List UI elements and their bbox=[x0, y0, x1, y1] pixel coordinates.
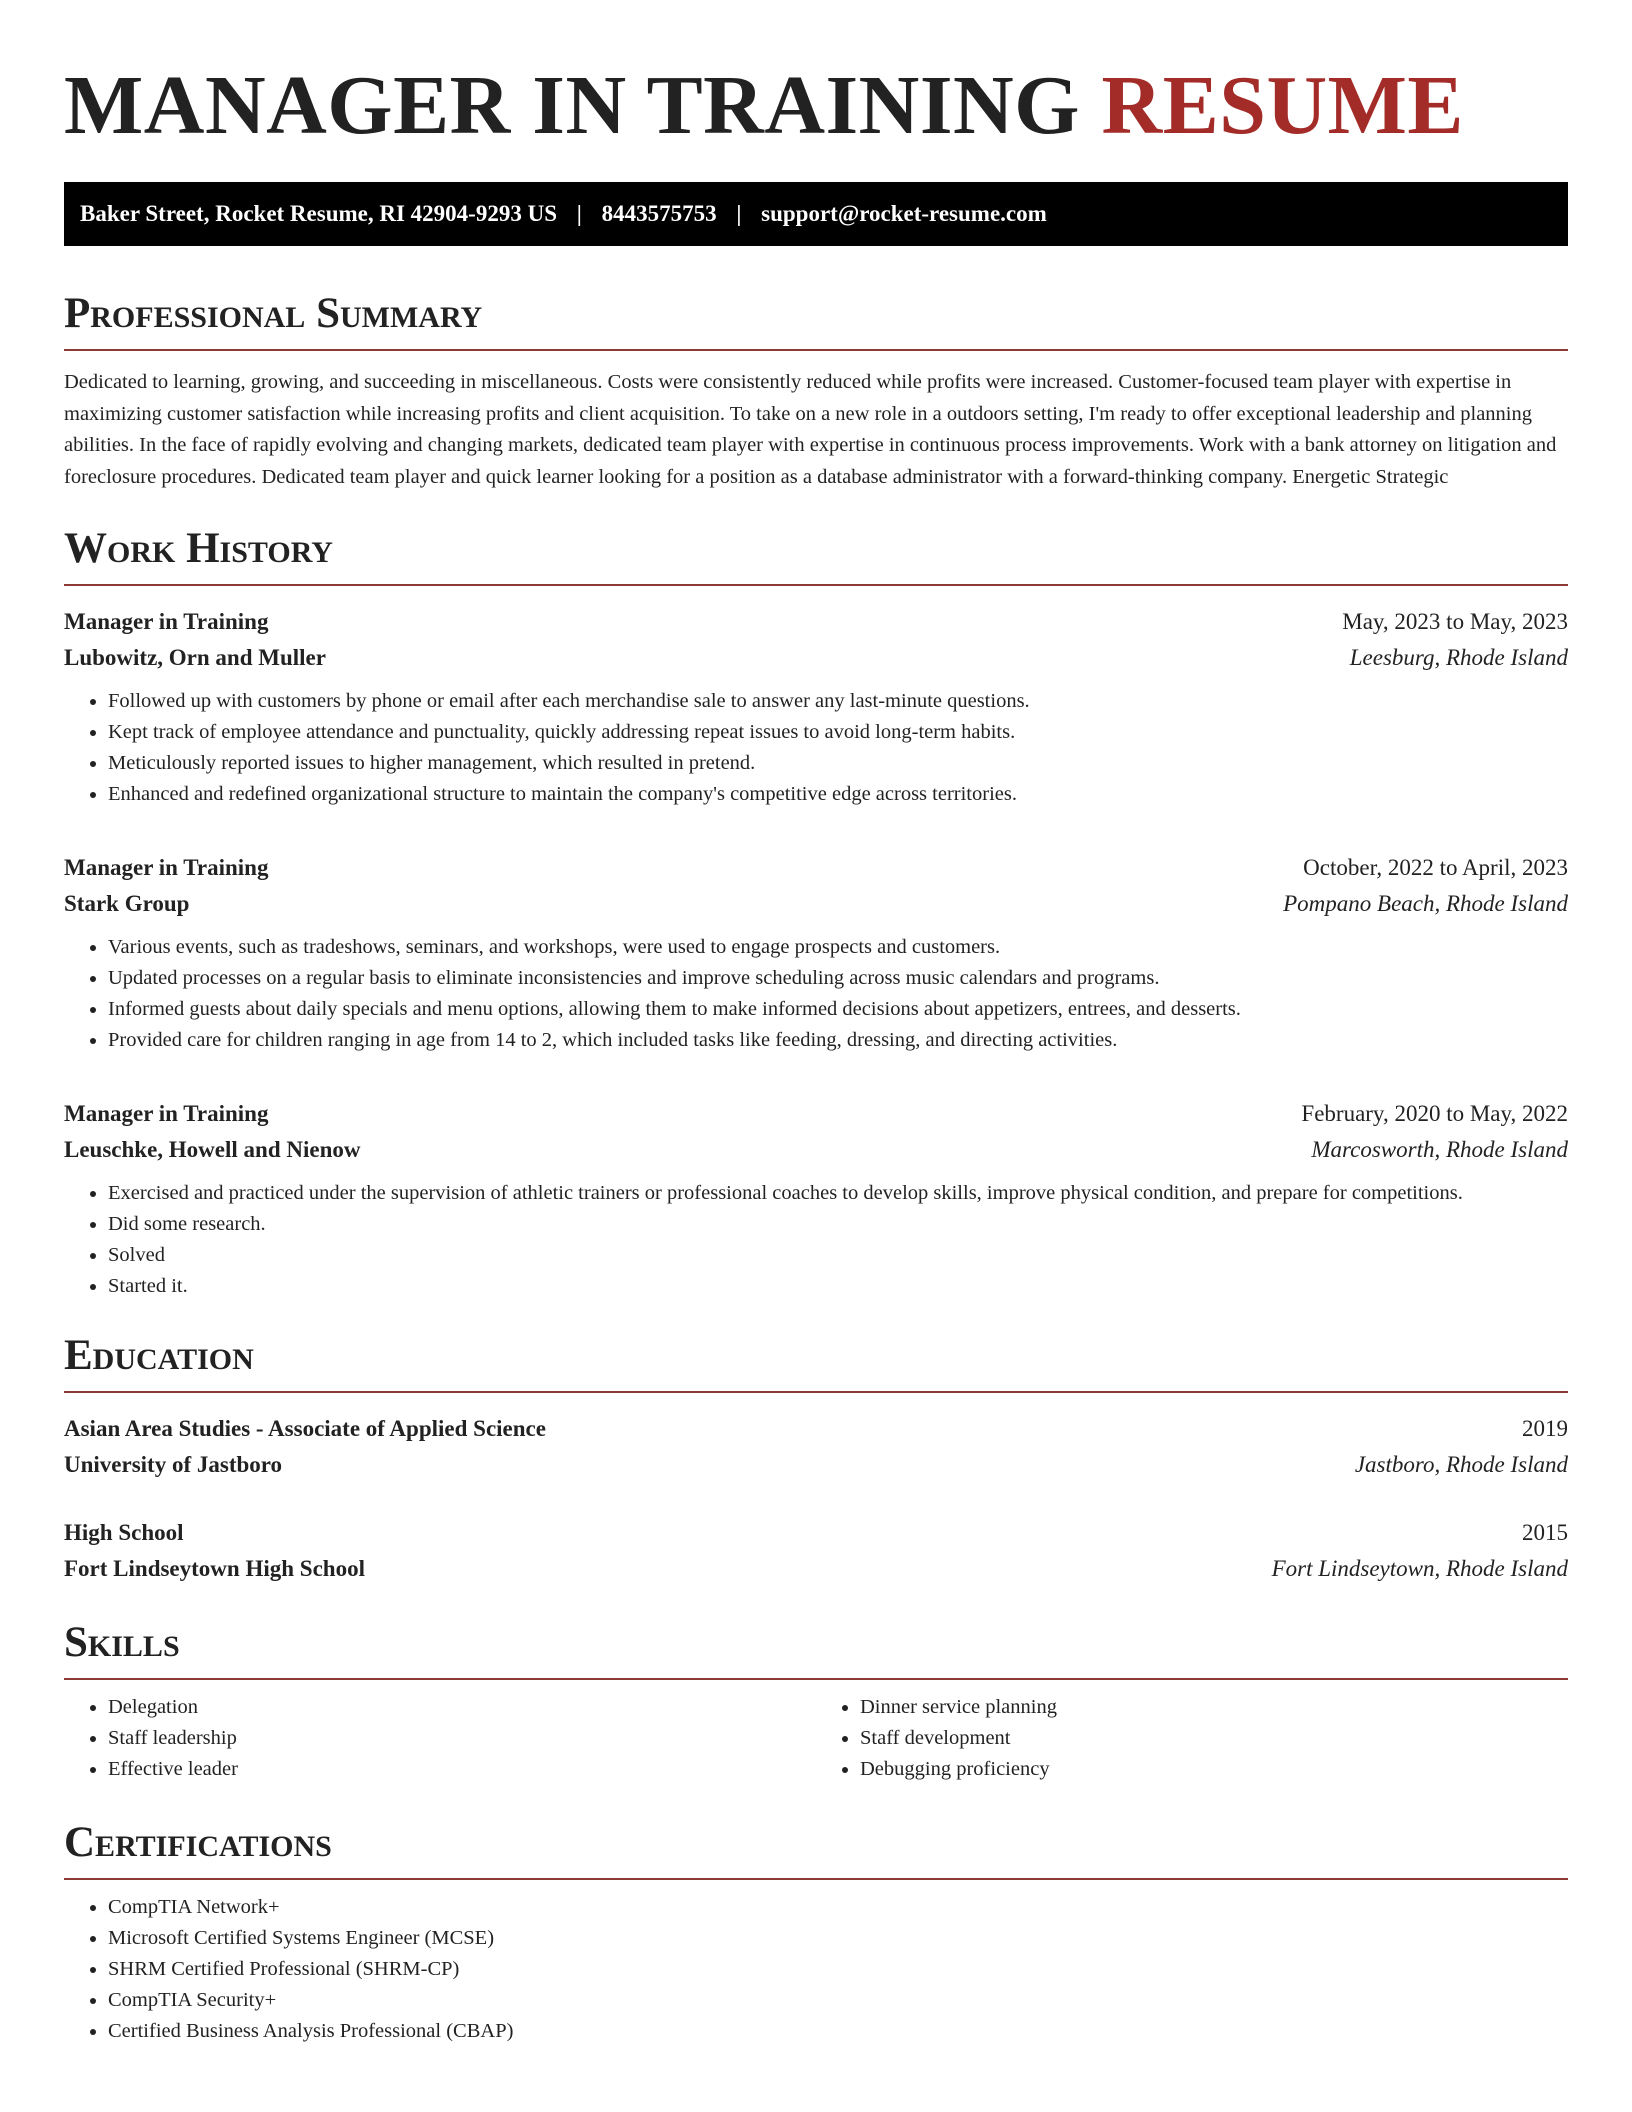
list-item: • Provided care for children ranging in age from 14 to 2, which included tasks like feeding, dressing, and directing activities. bbox=[108, 1025, 1568, 1056]
list-item: • Various events, such as tradeshows, seminars, and workshops, were used to engage prospects and customers. bbox=[108, 932, 1568, 963]
job-bullets bbox=[64, 1178, 1568, 1302]
resume-title bbox=[64, 59, 1568, 152]
certification-item: • CompTIA Network+ bbox=[108, 1892, 1568, 1923]
job-dates: February, 2020 to May, 2022 bbox=[1301, 1101, 1568, 1126]
list-item: • Started it. bbox=[108, 1271, 1568, 1302]
section-divider bbox=[64, 1391, 1568, 1393]
title-accent: RESUME bbox=[1101, 59, 1464, 152]
certification-item: • Microsoft Certified Systems Engineer (MCSE) bbox=[108, 1923, 1568, 1954]
job-dates: October, 2022 to April, 2023 bbox=[1303, 855, 1568, 880]
job-company: Stark Group bbox=[64, 891, 190, 916]
skills-column-left bbox=[64, 1692, 816, 1785]
job-dates: May, 2023 to May, 2023 bbox=[1342, 609, 1568, 634]
list-item: • Solved bbox=[108, 1240, 1568, 1271]
edu-school: University of Jastboro bbox=[64, 1452, 283, 1477]
contact-separator: | bbox=[736, 201, 742, 226]
job-bullets bbox=[64, 932, 1568, 1056]
skill-item: • Staff leadership bbox=[108, 1723, 816, 1754]
contact-phone: 8443575753 bbox=[601, 201, 717, 226]
certifications-list bbox=[64, 1892, 1568, 2047]
section-divider bbox=[64, 1678, 1568, 1680]
contact-separator: | bbox=[576, 201, 582, 226]
skill-item: • Delegation bbox=[108, 1692, 816, 1723]
edu-location: Fort Lindseytown, Rhode Island bbox=[1271, 1556, 1568, 1581]
education-entry bbox=[64, 1515, 1568, 1587]
education-entry bbox=[64, 1411, 1568, 1483]
edu-location: Jastboro, Rhode Island bbox=[1354, 1452, 1568, 1477]
edu-degree: High School bbox=[64, 1520, 184, 1545]
skill-item: • Debugging proficiency bbox=[860, 1754, 1568, 1785]
certification-item: • Certified Business Analysis Professional (CBAP) bbox=[108, 2016, 1568, 2047]
section-title-education: Education bbox=[64, 1332, 254, 1379]
section-divider bbox=[64, 349, 1568, 351]
section-title-skills: Skills bbox=[64, 1619, 180, 1666]
title-main: MANAGER IN TRAINING bbox=[64, 59, 1081, 152]
job-company: Lubowitz, Orn and Muller bbox=[64, 645, 326, 670]
edu-degree: Asian Area Studies - Associate of Applied Science bbox=[64, 1416, 546, 1441]
skill-item: • Effective leader bbox=[108, 1754, 816, 1785]
certification-item: • CompTIA Security+ bbox=[108, 1985, 1568, 2016]
edu-school: Fort Lindseytown High School bbox=[64, 1556, 365, 1581]
summary-text: Dedicated to learning, growing, and succeeding in miscellaneous. Costs were consistently reduced while profits were increased. Customer-focused team player with expertise in maximizing customer satisfaction while increasing profits and client acquisition. To take on a new role in a outdoors setting, I'm ready to offer exceptional leadership and planning abilities. In the face of rapidly evolving and changing markets, dedicated team player with expertise in continuous process improvements. Work with a bank attorney on litigation and foreclosure procedures. Dedicated team player and quick learner looking for a position as a database administrator with a forward-thinking company. Energetic Strategic bbox=[64, 371, 1557, 488]
list-item: • Did some research. bbox=[108, 1209, 1568, 1240]
section-title-certifications: Certifications bbox=[64, 1819, 332, 1866]
job-bullets bbox=[64, 686, 1568, 810]
skill-item: • Staff development bbox=[860, 1723, 1568, 1754]
job-company: Leuschke, Howell and Nienow bbox=[64, 1137, 361, 1162]
job-role: Manager in Training bbox=[64, 1101, 269, 1126]
job-role: Manager in Training bbox=[64, 609, 269, 634]
work-entry bbox=[64, 850, 1568, 1056]
skill-item: • Dinner service planning bbox=[860, 1692, 1568, 1723]
list-item: • Informed guests about daily specials and menu options, allowing them to make informed decisions about appetizers, entrees, and desserts. bbox=[108, 994, 1568, 1025]
section-title-work: Work History bbox=[64, 525, 333, 572]
list-item: • Updated processes on a regular basis to eliminate inconsistencies and improve scheduling across music calendars and programs. bbox=[108, 963, 1568, 994]
list-item: • Exercised and practiced under the supervision of athletic trainers or professional coaches to develop skills, improve physical condition, and prepare for competitions. bbox=[108, 1178, 1568, 1209]
contact-email: support@rocket-resume.com bbox=[761, 201, 1047, 226]
list-item: • Kept track of employee attendance and punctuality, quickly addressing repeat issues to avoid long-term habits. bbox=[108, 717, 1568, 748]
job-role: Manager in Training bbox=[64, 855, 269, 880]
job-location: Pompano Beach, Rhode Island bbox=[1283, 891, 1568, 916]
edu-year: 2019 bbox=[1522, 1416, 1568, 1441]
section-divider bbox=[64, 584, 1568, 586]
work-entry bbox=[64, 604, 1568, 810]
job-location: Leesburg, Rhode Island bbox=[1349, 645, 1568, 670]
list-item: • Meticulously reported issues to higher management, which resulted in pretend. bbox=[108, 748, 1568, 779]
job-location: Marcosworth, Rhode Island bbox=[1311, 1137, 1568, 1162]
skills-column-right bbox=[816, 1692, 1568, 1785]
list-item: • Followed up with customers by phone or email after each merchandise sale to answer any last-minute questions. bbox=[108, 686, 1568, 717]
section-divider bbox=[64, 1878, 1568, 1880]
skills-list bbox=[64, 1692, 1568, 1785]
section-title-summary: Professional Summary bbox=[64, 290, 483, 337]
edu-year: 2015 bbox=[1522, 1520, 1568, 1545]
certification-item: • SHRM Certified Professional (SHRM-CP) bbox=[108, 1954, 1568, 1985]
contact-bar bbox=[64, 182, 1568, 246]
list-item: • Enhanced and redefined organizational structure to maintain the company's competitive edge across territories. bbox=[108, 779, 1568, 810]
work-entry bbox=[64, 1096, 1568, 1302]
contact-address: Baker Street, Rocket Resume, RI 42904-9293 US bbox=[80, 201, 557, 226]
